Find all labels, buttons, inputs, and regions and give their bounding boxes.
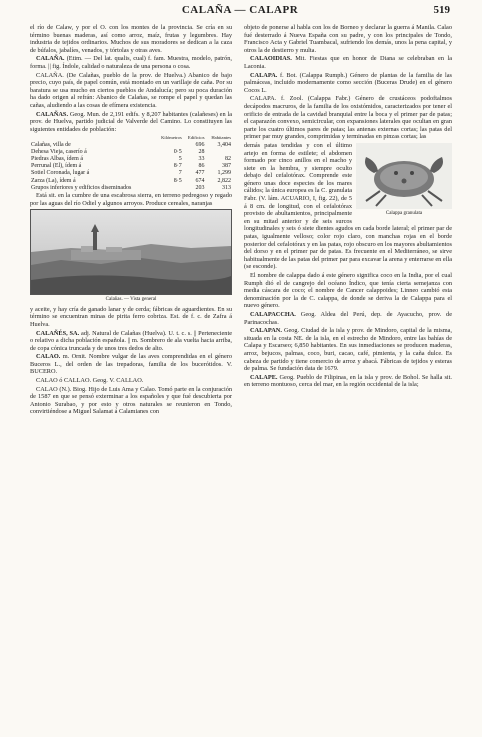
table-header-row	[30, 134, 232, 141]
entry-calao-callao: CALAO ó CALLAO. Geog. V. CALLAO.	[36, 377, 144, 385]
entry-calana-abanico: CALAÑA. (De Calañas, pueblo de la prov. de Huelva.) Abanico de bajo precio, cuyo país, de papel común, está montado en un varillaje de caña. Por su baratura se usa mucho en ciertos pueblos de Andalucía; pero su poca duración ha dado origen al refrán: Abanico de Calañas, se rompe el papel y quedan las cañas, aludiendo a las cosas de efímera existencia.	[30, 71, 232, 109]
entry-text: Geog. Pueblo de Filipinas, en la isla y prov. de Bohol. Se halla sit. en terreno montuoso, cerca del mar, en la región occidental de la isla;	[244, 373, 452, 389]
entry-calao	[30, 353, 232, 376]
paragraph: demás patas tendidas y con el último artejo en forma de estilete; el abdomen formado por cinco anillos en el macho y siete en la hembra, y siempre oculto debajo del cefalotórax. Comprende este género unas doce especies de los mares cálidos; la única europea es la C. granulata Fabr. (V. lám. ACUARIO, I, fig. 22), de 5 á 8 cm. de longitud, con el cefalotórax provisto de abultamientos, principalmente en su mitad anterior y de seis surcos longitudinales y seis ó siete dientes agudos en cada borde lateral; el primer par de patas, igualmente velloso; color rojo claro, con manchas rojas en el borde posterior del cefalotórax y en las patas, rojo obscuro en los mayores abultamientos del dorso y en el primer par de patas. Es frecuente en el Mediterráneo, se sirve habitualmente de las patas del primer par para excavar la arena y enterrarse en ella (se esconde).	[244, 141, 452, 271]
paragraph: Está sit. en la cumbre de una escabrosa sierra, en terreno pedregoso y regado por las aguas del río Odiel y algunos arroyos. Produce cereales, naranjas	[30, 191, 232, 207]
town-photo	[30, 209, 232, 295]
table-cell: 674	[195, 177, 205, 184]
town-photo-image	[31, 210, 231, 294]
paragraph: objeto de ponerse al habla con los de Borneo y declarar la guerra á Manila. Calao fué desterrado á Nueva España con su padre, y con los principales de Tondo, Francisco Acta y Gabriel Tuambacal, sufriendo los demás, unos la pena capital, y otros la de destierro y multa.	[244, 24, 452, 54]
headword: CALAÑAS.	[36, 110, 69, 118]
table-cell: 28	[198, 148, 205, 155]
table-cell: 5	[178, 155, 182, 162]
table-cell: 7	[178, 170, 182, 177]
table-row	[30, 170, 232, 177]
table-row	[30, 185, 232, 192]
entry-calapa-zool: CALAPA. f. Zool. (Calappa Fabr.) Género de crustáceos podoftalmos decápodos macruros, de la familia de los oxistómidos, caracterizados por tener el orificio de entrada de la cavidad branquial entre la boca y el primer par de patas; el caparazón convexo, semicircular, con expansiones laterales que ocultan en gran parte los cuatro últimos pares de patas; las antenas externas cortas; las patas del primer par muy grandes, comprimidas y terminadas en pinzas cortas; las	[244, 95, 452, 141]
crab-illustration	[356, 143, 452, 209]
entry-text: (Etim. — Del lat. qualis, cual) f. fam. Muestra, modelo, patrón, forma. || fig. Índole, calidad o naturaleza de una persona o cosa.	[30, 55, 233, 70]
table-cell: 1,299	[217, 170, 231, 177]
table-cell: 0·5	[173, 148, 182, 155]
population-table	[30, 134, 232, 192]
entry-calapa-bot	[244, 72, 452, 95]
crab-caption: Calappa granulata	[385, 210, 423, 216]
headword: CALAPE.	[250, 373, 278, 381]
table-cell	[205, 149, 232, 156]
table-cell: Calañas, villa de	[31, 141, 71, 148]
paragraph: y aceite, y hay cría de ganado lanar y de cerda; fábricas de aguardientes. En su término se encuentran minas de pirita ferro cobriza. Est. de f. c. de Zafra á Huelva.	[30, 305, 232, 328]
left-column	[30, 24, 232, 417]
table-cell: 8·7	[173, 163, 182, 170]
table-cell: Sotiel Coronada, lugar á	[31, 170, 90, 177]
table-cell: 2,822	[217, 177, 231, 184]
entry-text: adj. Natural de Calañas (Huelva). U. t. c. s. || Perteneciente o relativo a dicha población española. || m. Sombrero de ala vuelta hacia arriba, de copa cónica truncada y de unos tres dedos de alto.	[30, 329, 232, 352]
table-row	[30, 149, 232, 156]
table-cell	[155, 185, 183, 192]
crab-icon	[356, 143, 452, 209]
table-cell: Perrunal (El), ídem á	[31, 163, 82, 170]
table-cell: 33	[198, 155, 205, 162]
headword: CALAPA.	[250, 71, 278, 79]
table-cell: Dehesa Vieja, caserío á	[31, 148, 87, 155]
entry-text: Geog. Ciudad de la isla y prov. de Mindoro, capital de la misma, situada en la costa NE. de la isla, en el estrecho de Mindoro, entre las bahías de Calapa y Escarseo; 6,850 habitantes. En sus inmediaciones se producen maderas, arroz, bejucos, palmas, coco, buri, cacao, café, pimienta, y la caña dulce. Es cabeza de partido y tiene comercio de arroz y abacá. Fábricas de tejidos y esteras de palma. Se fundación data de 1679.	[244, 327, 453, 373]
figure-caption: Calañas. — Vista general	[105, 297, 157, 303]
entry-calape	[244, 374, 452, 389]
entry-text: Geog. Mun. de 2,191 edifs. y 8,207 habitantes (calañeses) en la prov. de Huelva, partido judicial de Valverde del Camino. Lo constituyen las siguientes entidades de población:	[30, 110, 232, 133]
running-title: CALAÑA — CALAPR	[181, 4, 299, 16]
table-header: Edificios	[187, 135, 205, 141]
table-header-blank	[30, 134, 155, 141]
headword: CALAPAN.	[250, 327, 282, 335]
entry-calapaccha	[244, 311, 452, 326]
table-row	[30, 142, 232, 149]
entry-text: f. Bot. (Calappa Rumph.) Género de plantas de la familia de las palmáceas, incluido modernamente como sección (Buceras Drude) en el género Cocos L.	[244, 71, 453, 94]
table-cell: 3,404	[217, 141, 231, 148]
table-cell: Grupos inferiores y edificios diseminados	[31, 184, 132, 191]
page-header	[30, 4, 450, 20]
headword: CALAPACCHA.	[250, 310, 296, 318]
table-cell: 313	[222, 184, 231, 191]
table-header: Kilómetros	[161, 135, 182, 141]
table-cell	[155, 142, 183, 149]
table-cell: 8·5	[173, 177, 182, 184]
headword: CALAÑÉS, SA.	[36, 329, 80, 337]
entry-text: Geog. Aldea del Perú, dep. de Ayacucho, prov. de Parinacochas.	[244, 310, 452, 326]
entry-text: Mit. Fiestas que en honor de Diana se celebraban en la Laconia.	[244, 55, 452, 70]
table-cell: 387	[222, 163, 231, 170]
entry-text: m. Ornit. Nombre vulgar de las aves comprendidas en el género Buceros L., del orden de las trepadoras, familia de los bucerótidos. V. BUCERO.	[30, 353, 232, 376]
entry-calana	[30, 55, 232, 70]
table-cell: 696	[195, 141, 205, 148]
table-cell: 82	[225, 155, 231, 162]
table-row	[30, 178, 232, 185]
table-cell: 203	[195, 184, 205, 191]
table-cell: 477	[195, 170, 205, 177]
headword: CALAÑA.	[36, 55, 65, 63]
table-cell: Zarza (La), ídem á	[31, 177, 76, 184]
table-row	[30, 163, 232, 170]
crab-figure	[356, 143, 452, 220]
table-cell: Piedras Albas, ídem á	[31, 155, 83, 162]
page-number: 519	[433, 4, 450, 16]
paragraph: El nombre de calappa dado á este género significa coco en la India, por el cual Rumph dió el de cangrejo del océano Índico, que tenía cierta semejanza con media cáscara de coco; el nombre de Cancer calappoides; Linneo cambió esta denominación por la de C. calappa, de donde se deriva la de Calappa para el nuevo género.	[244, 272, 452, 310]
right-column	[244, 24, 452, 390]
entry-calanes	[30, 330, 232, 353]
table-cell: 86	[198, 163, 205, 170]
entry-calao-n: CALAO (N.). Biog. Hijo de Luis Ama y Calao. Tomó parte en la conjuración de 1587 en que se pensó exterminar a los españoles y que fué descubierta por Antonio Surabao, y por esto y otros naturales se reunieron en Tondo, convirtiéndose a Miguel Salamat á Calamianes con	[30, 385, 232, 416]
paragraph: el río de Calaw, y por el O. con los montes de la provincia. Se cría en su término buenas maderas, así como arroz, maíz, frutas y legumbres. Hay industria de tejidos ordinarios. Muchos de sus moradores se dedican a la caza de búfalos, jabalíes, venados, y tórtolas y otras aves.	[30, 24, 232, 54]
headword: CALAO.	[36, 353, 61, 361]
entry-calanas	[30, 111, 232, 134]
entry-calaoidias	[244, 55, 452, 70]
headword: CALAOIDIAS.	[250, 55, 292, 63]
table-header: Habitantes	[211, 135, 231, 141]
entry-calapan	[244, 327, 452, 373]
